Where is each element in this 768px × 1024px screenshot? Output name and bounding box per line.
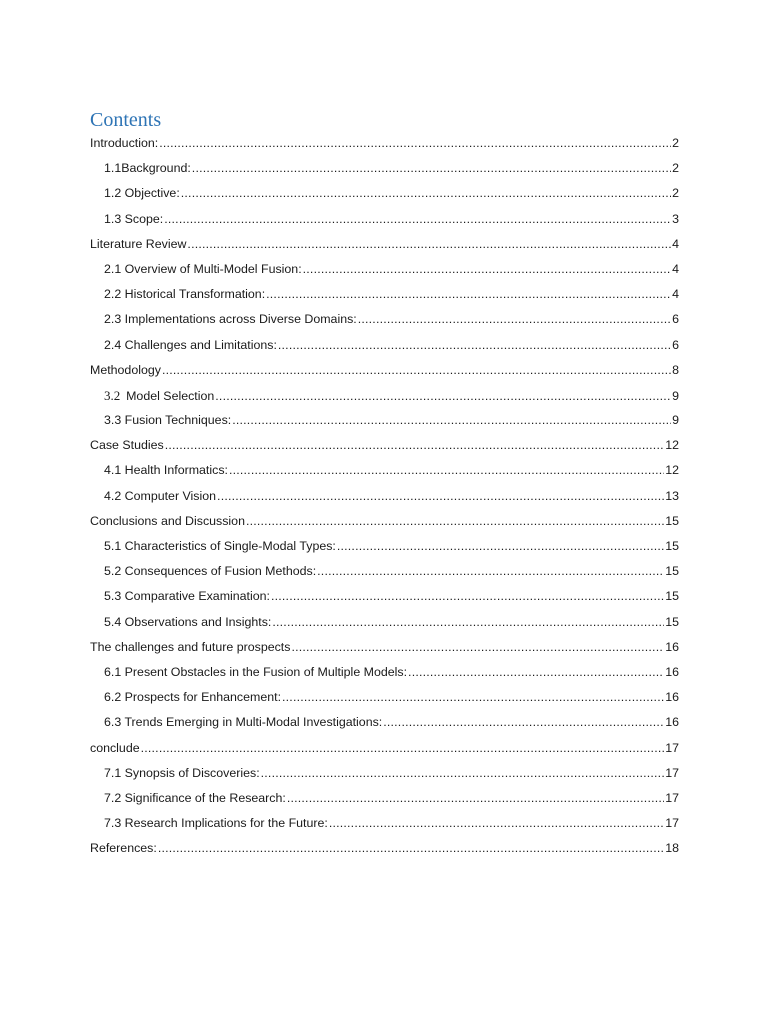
toc-entry-label: 5.4 Observations and Insights: — [104, 614, 272, 629]
toc-entry[interactable] — [90, 635, 679, 660]
toc-entry-page-number: 3 — [672, 211, 679, 226]
toc-entry[interactable] — [90, 761, 679, 786]
toc-entry-label: 5.1 Characteristics of Single-Modal Types: — [104, 539, 336, 553]
toc-entry-label: 6.3 Trends Emerging in Multi-Modal Investigations: — [104, 715, 383, 730]
toc-entry-label: 1.1Background: — [104, 161, 191, 176]
toc-entry-page-number: 16 — [665, 690, 679, 705]
toc-entry-label: 1.2 Objective: — [104, 186, 180, 201]
dot-leader — [229, 458, 664, 483]
toc-entry-page-number: 2 — [672, 186, 679, 201]
dot-leader — [303, 257, 671, 282]
toc-entry[interactable] — [90, 509, 679, 534]
toc-entry-page-number: 15 — [665, 539, 679, 553]
toc-entry[interactable] — [90, 710, 679, 735]
toc-entry[interactable] — [90, 685, 679, 710]
dot-leader — [337, 534, 664, 559]
toc-entry[interactable] — [90, 232, 679, 257]
toc-entry-label: 7.1 Synopsis of Discoveries: — [104, 765, 260, 780]
toc-entry[interactable] — [90, 131, 679, 156]
toc-entry-page-number: 12 — [665, 438, 679, 453]
toc-entry-page-number: 17 — [665, 765, 679, 780]
toc-entry-page-number: 15 — [665, 513, 679, 528]
toc-entry-label: Model Selection — [126, 388, 215, 403]
dot-leader — [278, 333, 671, 358]
toc-entry-label: Methodology — [90, 362, 161, 377]
toc-entry-label: 5.3 Comparative Examination: — [104, 589, 270, 604]
toc-entry[interactable] — [90, 811, 679, 836]
toc-entry-page-number: 9 — [672, 388, 679, 403]
toc-entry[interactable] — [90, 484, 679, 509]
dot-leader — [141, 736, 665, 761]
toc-entry-page-number: 17 — [665, 816, 679, 831]
dot-leader — [272, 610, 664, 635]
toc-title: Contents — [90, 109, 162, 131]
dot-leader — [266, 282, 671, 307]
dot-leader — [192, 156, 671, 181]
toc-entry[interactable] — [90, 660, 679, 685]
toc-entry-page-number: 15 — [665, 564, 679, 579]
toc-entry-label: Literature Review — [90, 236, 187, 251]
toc-entry-page-number: 17 — [665, 790, 679, 805]
toc-entry-page-number: 4 — [672, 287, 679, 302]
toc-entry-label: Introduction: — [90, 136, 159, 150]
toc-entry-page-number: 6 — [672, 337, 679, 352]
toc-entry-label: Conclusions and Discussion — [90, 513, 245, 528]
dot-leader — [329, 811, 664, 836]
toc-entry-label: 2.1 Overview of Multi-Model Fusion: — [104, 261, 302, 276]
toc-entry[interactable] — [90, 282, 679, 307]
toc-entry-page-number: 16 — [665, 715, 679, 730]
toc-entry-page-number: 4 — [672, 261, 679, 276]
toc-entry-label: conclude — [90, 740, 140, 755]
toc-entry[interactable] — [90, 584, 679, 609]
dot-leader — [271, 584, 664, 609]
toc-entry-label: The challenges and future prospects — [90, 639, 291, 654]
toc-entry-page-number: 6 — [672, 312, 679, 327]
toc-entry-label: Case Studies — [90, 438, 164, 453]
dot-leader — [358, 307, 671, 332]
toc-entry[interactable] — [90, 610, 679, 635]
toc-entry-label: 7.3 Research Implications for the Future: — [104, 816, 328, 831]
toc-entry-label: 2.3 Implementations across Diverse Domains: — [104, 312, 357, 327]
toc-entry-label: 1.3 Scope: — [104, 211, 164, 226]
toc-entry-number: 3.2 — [104, 387, 121, 403]
toc-entry[interactable] — [90, 534, 679, 559]
toc-entry[interactable] — [90, 836, 679, 861]
toc-entry-page-number: 2 — [672, 161, 679, 176]
toc-entry[interactable] — [90, 358, 679, 383]
toc-entry-label: 2.4 Challenges and Limitations: — [104, 337, 277, 352]
toc-entry-page-number: 16 — [665, 664, 679, 679]
dot-leader — [164, 207, 671, 232]
toc-entry[interactable] — [90, 559, 679, 584]
dot-leader — [291, 635, 664, 660]
toc-entry-page-number: 18 — [665, 841, 679, 856]
dot-leader — [217, 484, 664, 509]
toc-entry[interactable] — [90, 207, 679, 232]
table-of-contents — [90, 131, 679, 861]
toc-entry[interactable] — [90, 458, 679, 483]
dot-leader — [165, 433, 665, 458]
dot-leader — [232, 408, 671, 433]
dot-leader — [159, 131, 671, 156]
toc-entry-page-number: 12 — [665, 463, 679, 478]
toc-entry-label: References: — [90, 841, 157, 856]
toc-entry-page-number: 13 — [665, 488, 679, 503]
dot-leader — [246, 509, 664, 534]
dot-leader — [187, 232, 671, 257]
toc-entry[interactable] — [90, 786, 679, 811]
toc-entry-page-number: 16 — [665, 639, 679, 654]
toc-entry-page-number: 15 — [665, 589, 679, 604]
toc-entry-label: 6.1 Present Obstacles in the Fusion of Multiple Models: — [104, 664, 408, 679]
dot-leader — [215, 384, 671, 408]
toc-entry-page-number: 15 — [665, 614, 679, 629]
toc-entry-label: 7.2 Significance of the Research: — [104, 790, 286, 805]
toc-entry-page-number: 17 — [665, 740, 679, 755]
toc-entry[interactable] — [90, 433, 679, 458]
dot-leader — [383, 710, 664, 735]
toc-entry-label: 3.3 Fusion Techniques: — [104, 413, 232, 428]
toc-entry-page-number: 8 — [672, 362, 679, 377]
dot-leader — [317, 559, 664, 584]
toc-entry[interactable] — [90, 736, 679, 761]
dot-leader — [282, 685, 664, 710]
dot-leader — [162, 358, 671, 383]
toc-entry[interactable] — [90, 307, 679, 332]
toc-entry-label: 4.2 Computer Vision — [104, 488, 217, 503]
toc-entry[interactable] — [90, 408, 679, 433]
toc-entry-page-number: 4 — [672, 236, 679, 251]
toc-entry[interactable] — [90, 181, 679, 206]
dot-leader — [287, 786, 664, 811]
toc-entry-label: 5.2 Consequences of Fusion Methods: — [104, 564, 317, 579]
dot-leader — [408, 660, 664, 685]
dot-leader — [261, 761, 665, 786]
toc-entry[interactable] — [90, 333, 679, 358]
toc-entry[interactable] — [90, 156, 679, 181]
dot-leader — [158, 836, 664, 861]
toc-entry-page-number: 9 — [672, 413, 679, 428]
toc-entry-page-number: 2 — [672, 136, 679, 150]
toc-entry-label: 4.1 Health Informatics: — [104, 463, 228, 478]
toc-entry-label: 6.2 Prospects for Enhancement: — [104, 690, 282, 705]
dot-leader — [181, 181, 671, 206]
toc-entry[interactable] — [90, 257, 679, 282]
toc-entry-label: 2.2 Historical Transformation: — [104, 287, 266, 302]
toc-entry[interactable] — [90, 383, 679, 408]
